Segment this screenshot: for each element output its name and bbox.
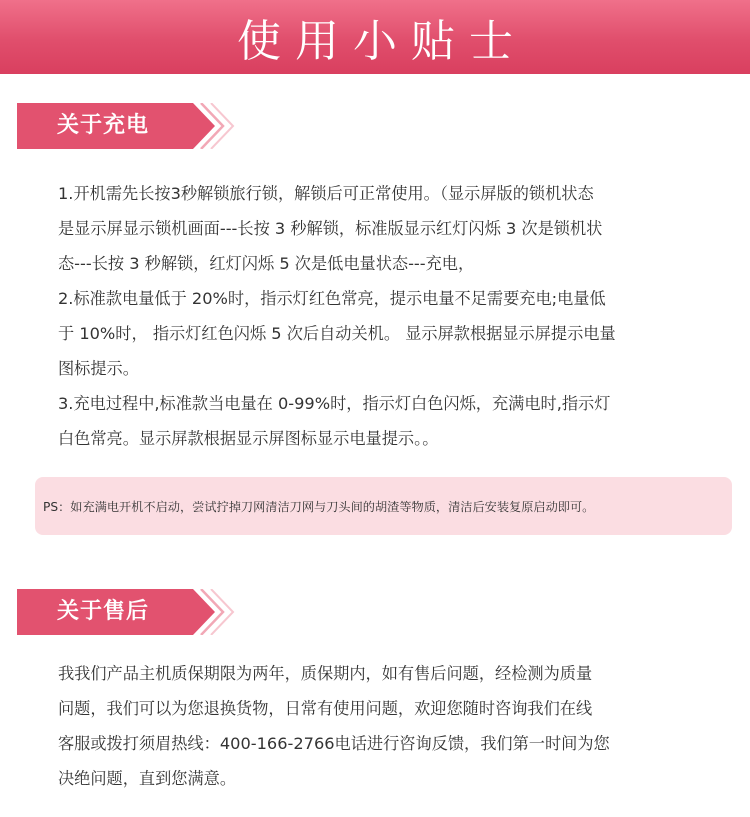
text-line: 态---长按 3 秒解锁，红灯闪烁 5 次是低电量状态---充电， xyxy=(58,254,475,273)
section-heading-after-sales xyxy=(17,589,237,635)
text-line: 白色常亮。显示屏款根据显示屏图标显示电量提示。。 xyxy=(58,429,439,448)
ps-note-text: PS：如充满电开机不启动，尝试拧掉刀网清洁刀网与刀头间的胡渣等物质，清洁后安装复原启动即可。 xyxy=(43,499,595,514)
text-line: 3.充电过程中,标准款当电量在 0-99%时，指示灯白色闪烁，充满电时,指示灯 xyxy=(58,394,611,413)
text-line: 我我们产品主机质保期限为两年，质保期内，如有售后问题，经检测为质量 xyxy=(58,664,593,683)
text-line: 客服或拨打须眉热线：400-166-2766电话进行咨询反馈，我们第一时间为您 xyxy=(58,734,610,753)
after-sales-policy xyxy=(58,656,698,796)
page-title: 使用小贴士 xyxy=(237,16,527,67)
section-heading-label: 关于充电 xyxy=(57,113,150,138)
text-line: 决绝问题，直到您满意。 xyxy=(58,769,237,788)
charging-instructions xyxy=(58,176,698,456)
header-banner xyxy=(0,0,750,74)
text-line: 是显示屏显示锁机画面---长按 3 秒解锁，标准版显示红灯闪烁 3 次是锁机状 xyxy=(58,219,603,238)
section-heading-label: 关于售后 xyxy=(57,599,150,624)
text-line: 问题，我们可以为您退换货物，日常有使用问题，欢迎您随时咨询我们在线 xyxy=(58,699,593,718)
section-heading-charging xyxy=(17,103,237,149)
text-line: 图标提示。 xyxy=(58,359,139,378)
ps-note-box xyxy=(35,477,732,535)
text-line: 2.标准款电量低于 20%时，指示灯红色常亮，提示电量不足需要充电;电量低 xyxy=(58,289,606,308)
text-line: 1.开机需先长按3秒解锁旅行锁，解锁后可正常使用。（显示屏版的锁机状态 xyxy=(58,184,594,203)
text-line: 于 10%时， 指示灯红色闪烁 5 次后自动关机。 显示屏款根据显示屏提示电量 xyxy=(58,324,616,343)
